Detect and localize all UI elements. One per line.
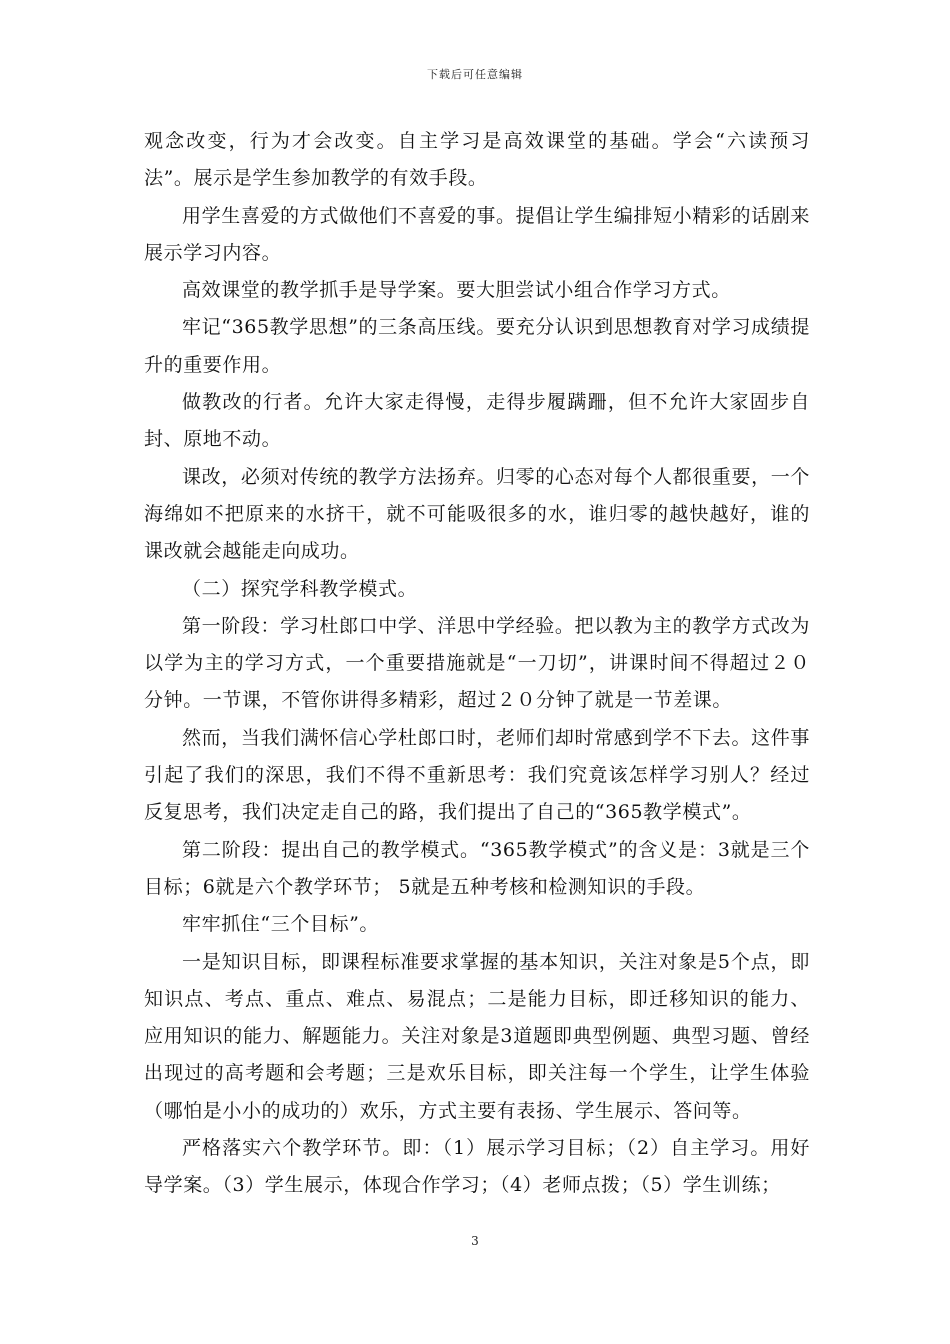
section-heading: （二）探究学科教学模式。 <box>182 577 418 600</box>
paragraph-10: 第二阶段：提出自己的教学模式。“365教学模式”的含义是：3就是三个目标；6就是六个教学环节； 5就是五种考核和检测知识的手段。 <box>144 838 810 898</box>
page-number: 3 <box>471 1234 479 1248</box>
paragraph-13: 严格落实六个教学环节。即：（1）展示学习目标；（2）自主学习。用好导学案。（3）学生展示，体现合作学习；（4）老师点拨；（5）学生训练； <box>144 1137 810 1197</box>
paragraph-9: 然而，当我们满怀信心学杜郎口时，老师们却时常感到学不下去。这件事引起了我们的深思，我们不得不重新思考：我们究竟该怎样学习别人？经过反复思考，我们决定走自己的路，我们提出了自己的“365教学模式”。 <box>144 726 810 824</box>
paragraph-4: 牢记“365教学思想”的三条高压线。要充分认识到思想教育对学习成绩提升的重要作用。 <box>144 316 810 376</box>
paragraph-1: 观念改变，行为才会改变。自主学习是高效课堂的基础。学会“六读预习法”。展示是学生参加教学的有效手段。 <box>144 130 810 190</box>
paragraph-3: 高效课堂的教学抓手是导学案。要大胆尝试小组合作学习方式。 <box>182 279 731 302</box>
paragraph-12: 一是知识目标，即课程标准要求掌握的基本知识，关注对象是5个点，即知识点、考点、重点、难点、易混点；二是能力目标，即迁移知识的能力、应用知识的能力、解题能力。关注对象是3道题即典型例题、典型习题、曾经出现过的高考题和会考题；三是欢乐目标，即关注每一个学生，让学生体验（哪怕是小小的成功的）欢乐，方式主要有表扬、学生展示、答问等。 <box>144 950 810 1122</box>
paragraph-5: 做教改的行者。允许大家走得慢，走得步履蹒跚，但不允许大家固步自封、原地不动。 <box>144 391 810 451</box>
page-header: 下载后可任意编辑 <box>427 68 523 81</box>
paragraph-6: 课改，必须对传统的教学方法扬弃。归零的心态对每个人都很重要，一个海绵如不把原来的水挤干，就不可能吸很多的水，谁归零的越快越好，谁的课改就会越能走向成功。 <box>144 465 810 563</box>
paragraph-11: 牢牢抓住“三个目标”。 <box>182 913 380 936</box>
paragraph-2: 用学生喜爱的方式做他们不喜爱的事。提倡让学生编排短小精彩的话剧来展示学习内容。 <box>144 204 810 264</box>
paragraph-8: 第一阶段：学习杜郎口中学、洋思中学经验。把以教为主的教学方式改为以学为主的学习方式，一个重要措施就是“一刀切”，讲课时间不得超过２０分钟。一节课，不管你讲得多精彩，超过２０分钟了就是一节差课。 <box>144 614 810 712</box>
document-body <box>144 123 810 1205</box>
